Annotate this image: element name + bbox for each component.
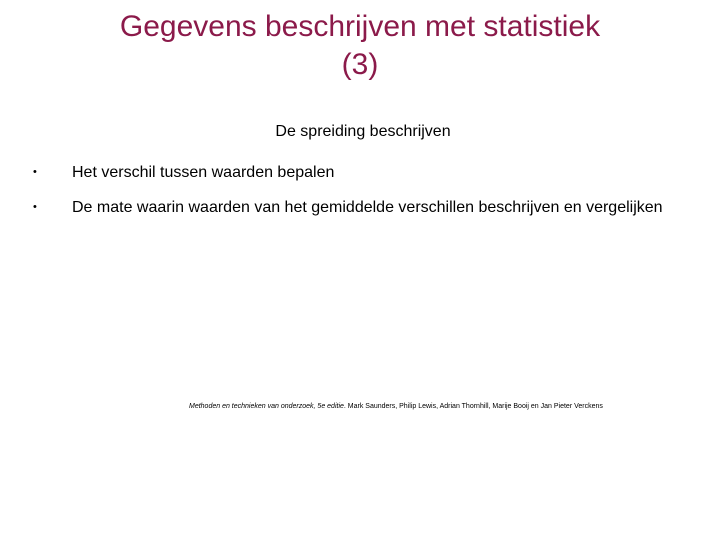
source-authors: . Mark Saunders, Philip Lewis, Adrian Thornhill, Marije Booij en Jan Pieter Verckens	[343, 403, 603, 410]
slide-title-line-2: (3)	[341, 48, 379, 81]
bullet-dot-icon: •	[33, 201, 37, 213]
slide-title	[0, 8, 720, 84]
bullet-text: Het verschil tussen waarden bepalen	[72, 164, 335, 181]
slide-title-line-1: Gegevens beschrijven met statistiek	[119, 10, 601, 43]
bullet-item	[33, 164, 693, 181]
source-book-title: Methoden en technieken van onderzoek, 5e editie	[189, 403, 344, 410]
source-citation	[189, 402, 709, 411]
bullet-item	[33, 199, 693, 216]
bullet-text: De mate waarin waarden van het gemiddelde verschillen beschrijven en vergelijken	[72, 199, 663, 216]
bullet-dot-icon: •	[33, 166, 37, 178]
slide-subtitle: De spreiding beschrijven	[275, 123, 451, 140]
bullet-list	[33, 164, 693, 234]
